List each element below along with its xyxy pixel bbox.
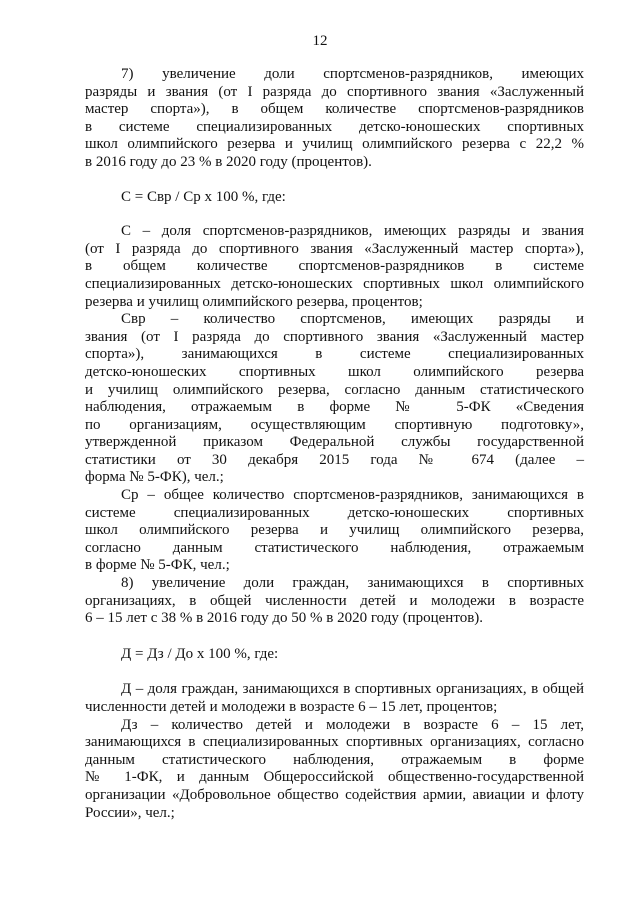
text-line: мастер спорта»), в общем количестве спортсменов-разрядников [85, 101, 584, 118]
text-line: численности детей и молодежи в возрасте 6 – 15 лет, процентов; [85, 699, 498, 715]
text-line: разряды и звания (от I разряда до спортивного звания «Заслуженный [85, 83, 584, 100]
text-line: системе специализированных детско-юношеских спортивных [85, 504, 584, 521]
text-line: организации «Добровольное общество содействия армии, авиации и флоту [85, 786, 584, 803]
text-line: 7) увеличение доли спортсменов-разрядников, имеющих [121, 66, 584, 82]
text-line: Д – доля граждан, занимающихся в спортивных организациях, в общей [121, 681, 584, 698]
text-line: детско-юношеских спортивных школ олимпийского резерва [85, 363, 584, 380]
definition-d [85, 681, 584, 716]
text-line: в 2016 году до 23 % в 2020 году (процентов). [85, 153, 372, 170]
text-line: спорта»), занимающихся в системе специализированных [85, 346, 584, 363]
text-line: наблюдения, отражаемым в форме № 5-ФК «Сведения [85, 399, 584, 416]
text-line: занимающихся в специализированных спортивных организациях, согласно [85, 734, 584, 751]
text-line: статистики от 30 декабря 2015 года № 674 (далее – [85, 451, 584, 468]
text-line: в общем количестве спортсменов-разрядников в системе [85, 258, 584, 275]
text-line: (от I разряда до спортивного звания «Заслуженный мастер спорта»), [85, 240, 584, 257]
text-line: в форме № 5-ФК, чел.; [85, 557, 230, 574]
text-line: по организациям, осуществляющим спортивную подготовку», [85, 416, 584, 433]
definition-svr [85, 311, 584, 487]
text-line: в системе специализированных детско-юношеских спортивных [85, 118, 584, 135]
text-line: данным статистического наблюдения, отражаемым в форме [85, 751, 584, 768]
page-number: 12 [312, 33, 328, 49]
text-line: утвержденной приказом Федеральной службы государственной [85, 434, 584, 451]
document-body [85, 66, 584, 822]
text-line: специализированных детско-юношеских спортивных школ олимпийского [85, 275, 584, 292]
text-line: 8) увеличение доли граждан, занимающихся в спортивных [121, 575, 584, 592]
text-line: форма № 5-ФК), чел.; [85, 469, 224, 486]
text-line: звания (от I разряда до спортивного звания «Заслуженный мастер [85, 328, 584, 345]
text-line: и училищ олимпийского резерва, согласно данным статистического [85, 381, 584, 398]
text-line: Дз – количество детей и молодежи в возрасте 6 – 15 лет, [121, 716, 584, 733]
text-line: России», чел.; [85, 804, 175, 821]
text-line: школ олимпийского резерва и училищ олимпийского резерва, [85, 522, 584, 539]
text-line: С – доля спортсменов-разрядников, имеющих разряды и звания [121, 223, 584, 240]
text-line: № 1-ФК, и данным Общероссийской общественно-государственной [85, 769, 584, 786]
formula-c: С = Свр / Ср х 100 %, где: [121, 188, 286, 205]
text-line: организациях, в общей численности детей и молодежи в возрасте [85, 592, 584, 609]
paragraph-indicator-8 [85, 575, 584, 628]
text-line: согласно данным статистического наблюдения, отражаемым [85, 539, 584, 556]
paragraph-indicator-7 [85, 66, 584, 172]
formula-d: Д = Дз / До х 100 %, где: [121, 645, 279, 662]
definition-dz [85, 717, 584, 823]
text-line: резерва и училищ олимпийского резерва, процентов; [85, 293, 423, 310]
definition-c [85, 223, 584, 311]
text-line: Свр – количество спортсменов, имеющих разряды и [121, 311, 584, 328]
text-line: Ср – общее количество спортсменов-разрядников, занимающихся в [121, 487, 584, 504]
text-line: 6 – 15 лет с 38 % в 2016 году до 50 % в 2020 году (процентов). [85, 610, 484, 627]
text-line: школ олимпийского резерва и училищ олимпийского резерва с 22,2 % [85, 136, 584, 153]
definition-sr [85, 487, 584, 575]
